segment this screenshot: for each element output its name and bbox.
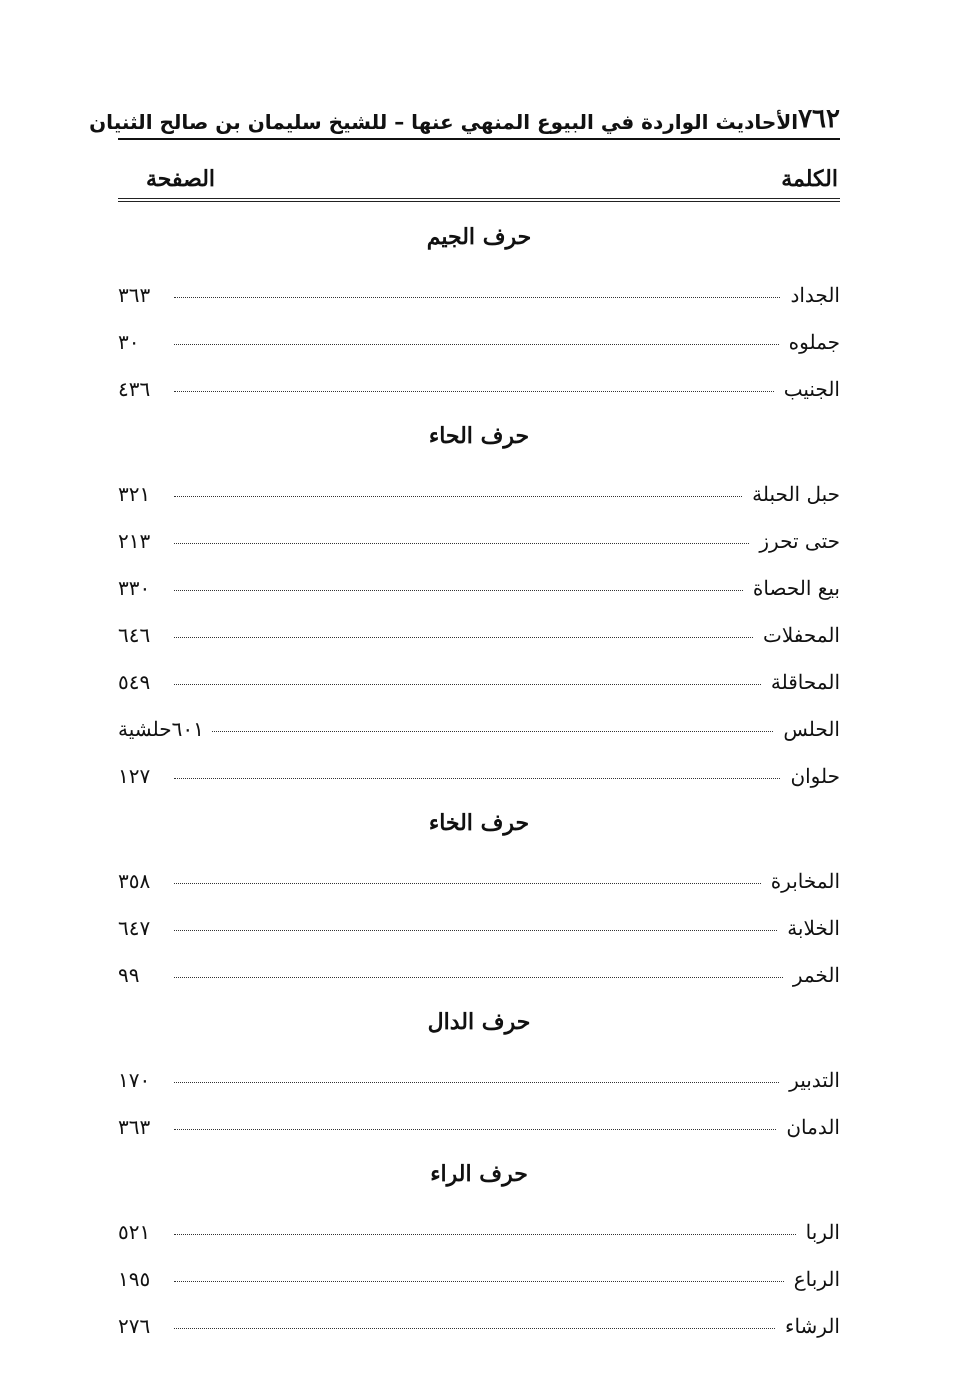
section-title: حرف الخاء: [428, 810, 530, 836]
index-entry: [118, 741, 840, 788]
entry-word: حتى تحرز: [759, 529, 840, 553]
index-entry: [118, 940, 840, 987]
dot-leader: [174, 344, 779, 345]
index-entry: [118, 846, 840, 893]
dot-leader: [174, 1328, 775, 1329]
index-sections: [118, 214, 840, 1338]
entry-word: حلوان: [790, 764, 840, 788]
entry-page-number: ٦٤٦: [118, 623, 151, 647]
entry-page-number: ١٩٥: [118, 1267, 151, 1291]
entry-word: التدبير: [789, 1068, 840, 1092]
entry-page-number: ٢٧٦: [118, 1314, 151, 1338]
index-entry: [118, 354, 840, 401]
index-entry: [118, 1291, 840, 1338]
entry-word: الربا: [805, 1220, 840, 1244]
entry-page-number: ٣٣٠: [118, 576, 151, 600]
entry-word: الحلس: [783, 717, 840, 741]
entry-word: بيع الحصاة: [752, 576, 840, 600]
index-entry: [118, 1197, 840, 1244]
entry-word: المحفلات: [762, 623, 840, 647]
dot-leader: [174, 637, 753, 638]
dot-leader: [174, 1234, 796, 1235]
entry-page-number: ٤٣٦: [118, 377, 151, 401]
dot-leader: [174, 883, 761, 884]
dot-leader: [174, 930, 777, 931]
index-entry: [118, 459, 840, 506]
section-title: حرف الراء: [430, 1161, 528, 1187]
column-headers: [118, 140, 840, 202]
index-entry: [118, 893, 840, 940]
entry-word: الجنيب: [783, 377, 840, 401]
entry-word: الجداد: [790, 283, 840, 307]
section-title: حرف الحاء: [428, 423, 530, 449]
page-number: ٧٦٢: [798, 104, 840, 134]
index-entry: [118, 1244, 840, 1291]
entry-page-number: ١٧٠: [118, 1068, 151, 1092]
index-entry: [118, 1092, 840, 1139]
section-title: حرف الجيم: [426, 224, 532, 250]
entry-word: جملوه: [788, 330, 840, 354]
dot-leader: [174, 391, 774, 392]
entry-page-number: ٣٥٨: [118, 869, 151, 893]
entry-page-number: ٢١٣: [118, 529, 151, 553]
running-header: [89, 92, 840, 140]
index-entry: [118, 506, 840, 553]
entry-word: الرباع: [793, 1267, 840, 1291]
dot-leader: [174, 297, 780, 298]
index-entry: [118, 307, 840, 354]
word-column-header: الكلمة: [781, 166, 838, 192]
index-entry: [118, 260, 840, 307]
index-entry: [118, 694, 840, 741]
dot-leader: [174, 1082, 779, 1083]
dot-leader: [174, 543, 749, 544]
index-entry: [118, 647, 840, 694]
dot-leader: [174, 778, 780, 779]
entry-page-number: ١٢٧: [118, 764, 151, 788]
index-entry: [118, 1045, 840, 1092]
dot-leader: [174, 1281, 784, 1282]
entry-word: حبل الحبلة: [752, 482, 840, 506]
entry-page-number: ٥٢١: [118, 1220, 151, 1244]
entry-word: المخابرة: [770, 869, 840, 893]
dot-leader: [212, 731, 773, 732]
page-column-header: الصفحة: [146, 166, 216, 192]
entry-page-number: ٣٢١: [118, 482, 151, 506]
entry-word: الخمر: [792, 963, 840, 987]
entry-page-number: ٦٠١حلشية: [118, 717, 204, 741]
index-page: [89, 92, 840, 1338]
book-title: الأحاديث الواردة في البيوع المنهي عنها – للشيخ سليمان بن صالح الثنيان: [89, 110, 799, 134]
index-entry: [118, 553, 840, 600]
entry-page-number: ٥٤٩: [118, 670, 151, 694]
entry-page-number: ٣٦٣: [118, 1115, 151, 1139]
entry-word: الرشاء: [785, 1314, 840, 1338]
dot-leader: [174, 1129, 776, 1130]
entry-page-number: ٣٦٣: [118, 283, 151, 307]
entry-word: الدمان: [786, 1115, 840, 1139]
entry-page-number: ٣٠: [118, 330, 140, 354]
dot-leader: [174, 977, 783, 978]
section-title: حرف الدال: [427, 1009, 531, 1035]
entry-page-number: ٩٩: [118, 963, 140, 987]
dot-leader: [174, 590, 743, 591]
dot-leader: [174, 684, 761, 685]
dot-leader: [174, 496, 742, 497]
index-entry: [118, 600, 840, 647]
entry-word: الخلابة: [787, 916, 840, 940]
entry-page-number: ٦٤٧: [118, 916, 151, 940]
entry-word: المحاقلة: [770, 670, 840, 694]
